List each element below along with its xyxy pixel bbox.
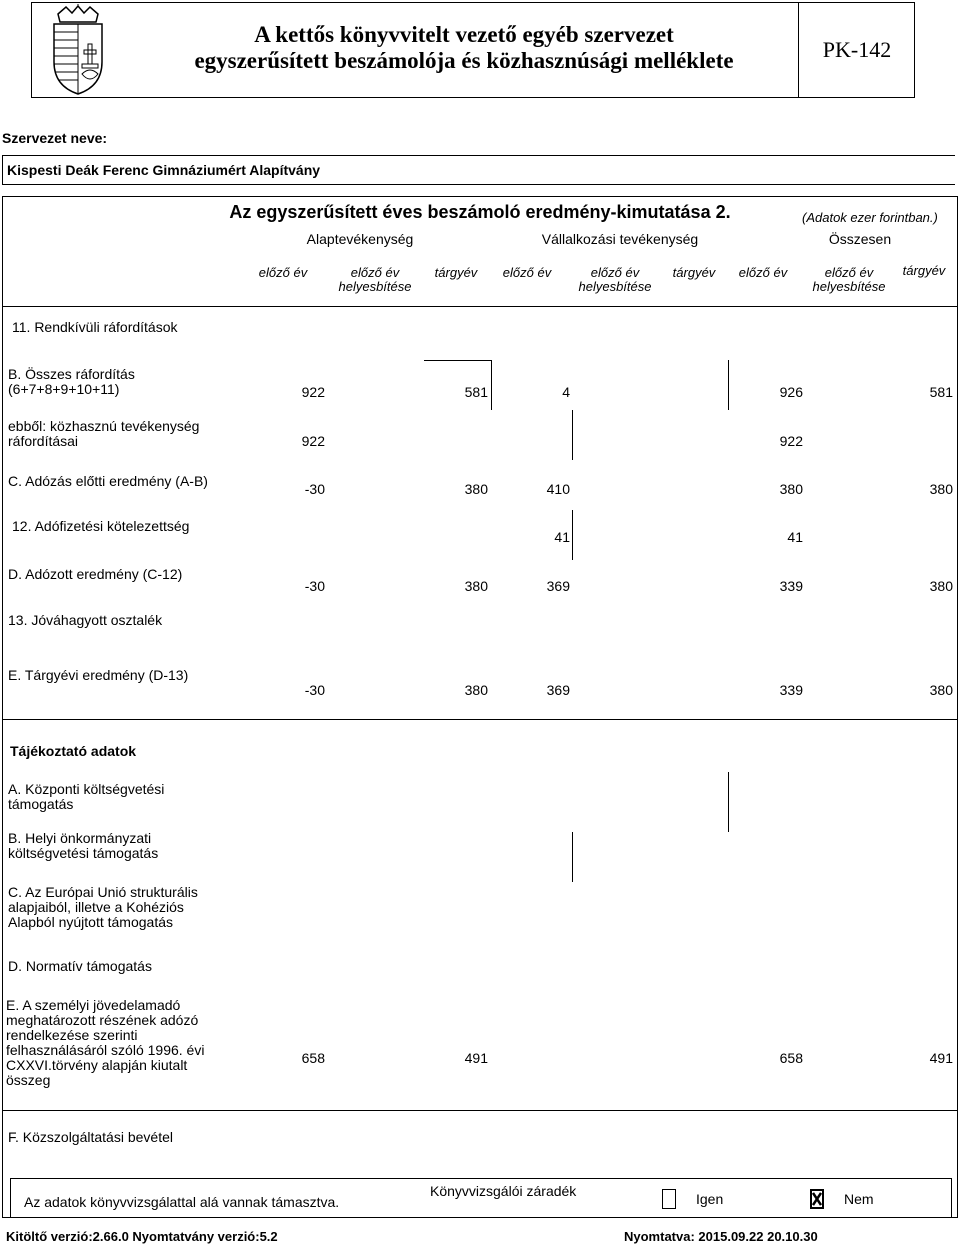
row-e-prev-total: 339 <box>779 682 803 698</box>
col-prev-adj-total <box>802 266 896 294</box>
org-name-label: Szervezet neve: <box>2 130 108 146</box>
cell-border <box>572 832 573 882</box>
row-d-prev-total: 339 <box>779 578 803 594</box>
cell-border <box>572 510 573 560</box>
row-b1-prev-total: 922 <box>779 433 803 449</box>
row-12-prev-total: 41 <box>787 529 803 545</box>
col-prev-basic: előző év <box>258 265 308 280</box>
row-e-curr-basic: 380 <box>464 682 488 698</box>
units-note: (Adatok ezer forintban.) <box>802 210 938 225</box>
coat-of-arms-icon <box>36 4 120 96</box>
row-d-curr-basic: 380 <box>464 578 488 594</box>
audit-yes-label: Igen <box>696 1191 724 1207</box>
row-13-label: 13. Jóváhagyott osztalék <box>8 612 163 628</box>
info-c-label-3: Alapból nyújtott támogatás <box>8 914 173 930</box>
row-b1-label-2: ráfordításai <box>8 433 79 449</box>
info-e-label <box>6 998 204 1088</box>
row-b-curr-total: 581 <box>929 384 953 400</box>
row-c-prev-business: 410 <box>546 481 570 497</box>
row-d-curr-total: 380 <box>929 578 953 594</box>
col-prev-adj-text: előző év <box>824 265 874 280</box>
row-e-curr-total: 380 <box>929 682 953 698</box>
form-title <box>130 22 798 82</box>
cell-border <box>424 360 492 361</box>
row-d-prev-business: 369 <box>546 578 570 594</box>
info-b-label <box>8 831 158 861</box>
table-right-border <box>957 196 958 1218</box>
check-x-icon <box>812 1191 822 1207</box>
row-12-label: 12. Adófizetési kötelezettség <box>12 518 190 534</box>
row-e-prev-business: 369 <box>546 682 570 698</box>
form-code <box>798 2 915 98</box>
info-a-label-1: A. Központi költségvetési <box>8 781 165 797</box>
cell-border <box>728 772 729 832</box>
info-a-label-2: támogatás <box>8 796 74 812</box>
info-e-prev-basic: 658 <box>301 1050 325 1066</box>
info-c-label <box>8 885 198 930</box>
org-name-field[interactable]: Kispesti Deák Ferenc Gimnáziumért Alapítvány <box>2 155 955 185</box>
info-b-label-2: költségvetési támogatás <box>8 845 159 861</box>
info-e-bottom-border <box>2 1110 958 1111</box>
row-c-label: C. Adózás előtti eredmény (A-B) <box>8 473 208 489</box>
row-11-label: 11. Rendkívüli ráfordítások <box>12 319 178 335</box>
info-e-label-2: meghatározott részének adózó <box>6 1012 199 1028</box>
col-prev-adj-basic <box>330 266 420 294</box>
row-d-prev-basic: -30 <box>304 578 325 594</box>
info-f-label: F. Közszolgáltatási bevétel <box>8 1129 173 1145</box>
cell-border <box>572 410 573 460</box>
form-title-line1: A kettős könyvvitelt vezető egyéb szervezet <box>254 22 674 47</box>
col-curr-total: tárgyév <box>902 263 946 278</box>
row-b1-label-1: ebből: közhasznú tevékenység <box>8 418 200 434</box>
info-c-label-1: C. Az Európai Unió strukturális <box>8 884 198 900</box>
col-prev-adj-text: előző év <box>350 265 400 280</box>
info-d-label: D. Normatív támogatás <box>8 958 152 974</box>
row-c-curr-total: 380 <box>929 481 953 497</box>
col-curr-business: tárgyév <box>672 265 716 280</box>
row-e-label: E. Tárgyévi eredmény (D-13) <box>8 667 189 683</box>
col-curr-basic: tárgyév <box>434 265 478 280</box>
row-b-label-2: (6+7+8+9+10+11) <box>8 381 120 397</box>
info-title: Tájékoztató adatok <box>10 743 137 759</box>
audit-title: Könyvvizsgálói záradék <box>430 1183 577 1199</box>
col-prev-adj-text: előző év <box>590 265 640 280</box>
table-top-border <box>2 196 958 197</box>
row-d-label: D. Adózott eredmény (C-12) <box>8 566 183 582</box>
row-c-prev-total: 380 <box>779 481 803 497</box>
col-prev-total: előző év <box>738 265 788 280</box>
info-e-curr-total: 491 <box>929 1050 953 1066</box>
audit-statement: Az adatok könyvvizsgálattal alá vannak támasztva. <box>24 1194 340 1210</box>
row-e-prev-basic: -30 <box>304 682 325 698</box>
audit-no-label: Nem <box>844 1191 874 1207</box>
row-12-prev-business: 41 <box>554 529 570 545</box>
form-title-line2: egyszerűsített beszámolója és közhasznúsági melléklete <box>194 48 734 73</box>
info-e-prev-total: 658 <box>779 1050 803 1066</box>
info-a-label <box>8 782 164 812</box>
table-left-border <box>2 196 3 1218</box>
col-prev-adj-business <box>570 266 660 294</box>
row-c-curr-basic: 380 <box>464 481 488 497</box>
form-code-text: PK-142 <box>822 37 892 62</box>
footer-version: Kitöltő verzió:2.66.0 Nyomtatvány verzió:5.2 <box>6 1229 278 1244</box>
audit-no-checkbox[interactable] <box>810 1189 824 1209</box>
row-b-curr-basic: 581 <box>464 384 488 400</box>
row-c-prev-basic: -30 <box>304 481 325 497</box>
report-title: Az egyszerűsített éves beszámoló eredmény-kimutatása 2. <box>229 202 731 222</box>
audit-yes-checkbox[interactable] <box>662 1189 676 1209</box>
col-prev-business: előző év <box>502 265 552 280</box>
col-prev-adj-text: helyesbítése <box>338 279 412 294</box>
col-prev-adj-text: helyesbítése <box>812 279 886 294</box>
row-b-label-1: B. Összes ráfordítás <box>8 366 135 382</box>
info-e-label-3: rendelkezése szerinti <box>6 1027 138 1043</box>
info-section-border <box>2 719 958 720</box>
info-e-label-4: felhasználásáról szóló 1996. évi <box>6 1042 205 1058</box>
info-e-label-5: CXXVI.törvény alapján kiutalt <box>6 1057 188 1073</box>
group-basic-activity: Alaptevékenység <box>306 231 414 247</box>
info-e-label-6: összeg <box>6 1072 51 1088</box>
header-bottom-border <box>2 306 958 307</box>
cell-border <box>728 360 729 410</box>
info-b-label-1: B. Helyi önkormányzati <box>8 830 152 846</box>
row-b-prev-basic: 922 <box>301 384 325 400</box>
row-b-prev-total: 926 <box>779 384 803 400</box>
row-b-label <box>8 367 135 397</box>
cell-border <box>491 360 492 410</box>
info-c-label-2: alapjaiból, illetve a Kohéziós <box>8 899 184 915</box>
info-e-label-1: E. A személyi jövedelamadó <box>6 997 181 1013</box>
row-b-prev-business: 4 <box>562 384 570 400</box>
row-b1-prev-basic: 922 <box>301 433 325 449</box>
col-prev-adj-text: helyesbítése <box>578 279 652 294</box>
group-business-activity: Vállalkozási tevékenység <box>541 231 699 247</box>
row-b1-label <box>8 419 199 449</box>
info-e-curr-basic: 491 <box>464 1050 488 1066</box>
footer-print-date: Nyomtatva: 2015.09.22 20.10.30 <box>624 1229 818 1244</box>
group-total: Összesen <box>828 231 892 247</box>
